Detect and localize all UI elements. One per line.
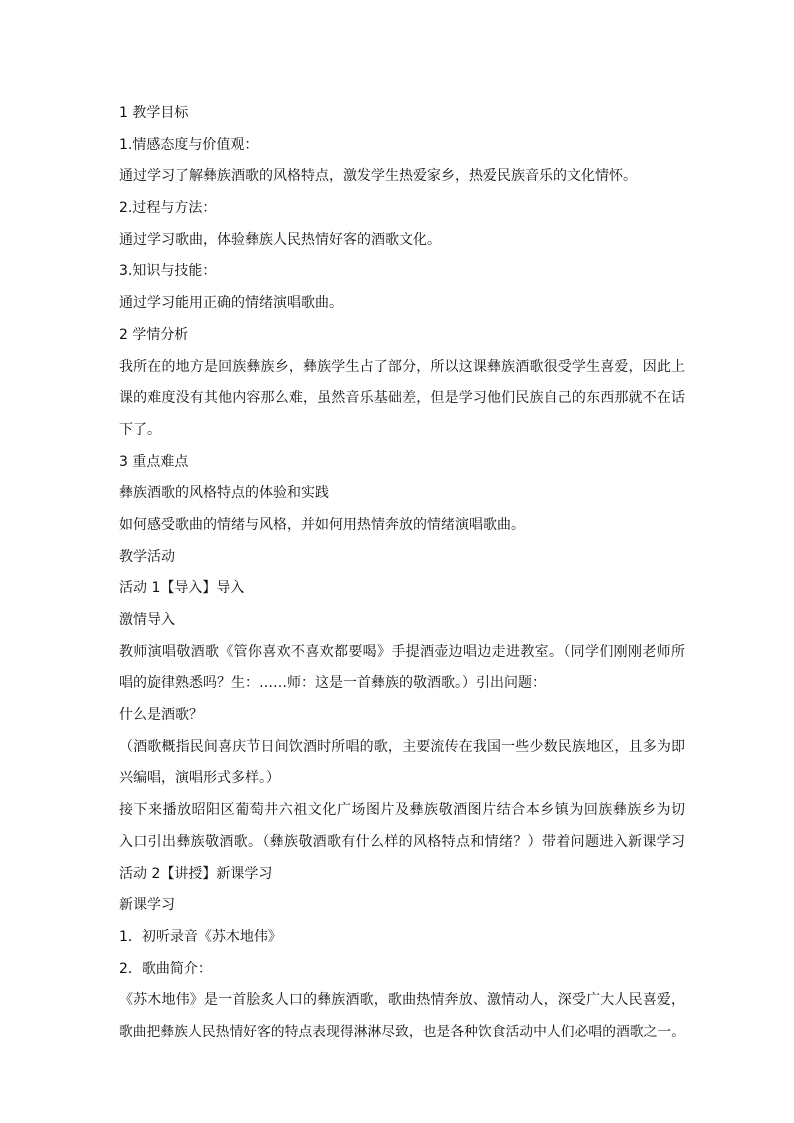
section-heading-key-points: 3 重点难点: [119, 453, 189, 470]
list-item: 2．歌曲简介：: [119, 960, 212, 977]
subheading-skills: 3.知识与技能：: [119, 263, 217, 280]
paragraph-line: 《苏木地伟》是一首脍炙人口的彝族酒歌，歌曲热情奔放、激情动人，深受广大人民喜爱，: [119, 992, 685, 1009]
paragraph-line: 通过学习了解彝族酒歌的风格特点，激发学生热爱家乡，热爱民族音乐的文化情怀。: [119, 168, 637, 185]
paragraph-line: 彝族酒歌的风格特点的体验和实践: [119, 485, 329, 502]
paragraph-line: 接下来播放昭阳区葡萄井六祖文化广场图片及彝族敬酒图片结合本乡镇为回族彝族乡为切: [119, 802, 685, 819]
paragraph-line: 什么是酒歌？: [119, 707, 203, 724]
activity-heading-lecture: 活动 2【讲授】新课学习: [119, 865, 273, 882]
subheading-process: 2.过程与方法：: [119, 200, 217, 217]
paragraph-line: 课的难度没有其他内容那么难，虽然音乐基础差，但是学习他们民族自己的东西那就不在话: [119, 390, 685, 407]
paragraph-line: 下了。: [119, 421, 161, 438]
paragraph-line: 我所在的地方是回族彝族乡，彝族学生占了部分，所以这课彝族酒歌很受学生喜爱，因此上: [119, 358, 685, 375]
subheading-attitude: 1.情感态度与价值观：: [119, 136, 259, 153]
paragraph-line: 唱的旋律熟悉吗？生：……师：这是一首彝族的敬酒歌。）引出问题：: [119, 675, 546, 692]
paragraph-line: （酒歌概指民间喜庆节日间饮酒时所唱的歌，主要流传在我国一些少数民族地区，且多为即: [119, 738, 685, 755]
paragraph-line: 兴编唱，演唱形式多样。）: [119, 770, 280, 787]
paragraph-line: 激情导入: [119, 612, 175, 628]
section-heading-objectives: 1 教学目标: [119, 105, 189, 121]
section-heading-activities: 教学活动: [119, 548, 175, 565]
paragraph-line: 通过学习歌曲，体验彝族人民热情好客的酒歌文化。: [119, 231, 441, 248]
list-item: 1．初听录音《苏木地伟》: [119, 928, 282, 945]
paragraph-line: 歌曲把彝族人民热情好客的特点表现得淋淋尽致，也是各种饮食活动中人们必唱的酒歌之一。: [119, 1023, 685, 1040]
activity-heading-intro: 活动 1【导入】导入: [119, 580, 245, 597]
document-body: [119, 102, 689, 1053]
paragraph-line: 新课学习: [119, 897, 175, 914]
paragraph-line: 入口引出彝族敬酒歌。（彝族敬酒歌有什么样的风格特点和情绪？）带着问题进入新课学习: [119, 833, 685, 850]
section-heading-analysis: 2 学情分析: [119, 326, 189, 343]
paragraph-line: 如何感受歌曲的情绪与风格，并如何用热情奔放的情绪演唱歌曲。: [119, 516, 525, 533]
paragraph-line: 教师演唱敬酒歌《管你喜欢不喜欢都要喝》手提酒壶边唱边走进教室。（同学们刚刚老师所: [119, 643, 685, 660]
paragraph-line: 通过学习能用正确的情绪演唱歌曲。: [119, 295, 343, 312]
